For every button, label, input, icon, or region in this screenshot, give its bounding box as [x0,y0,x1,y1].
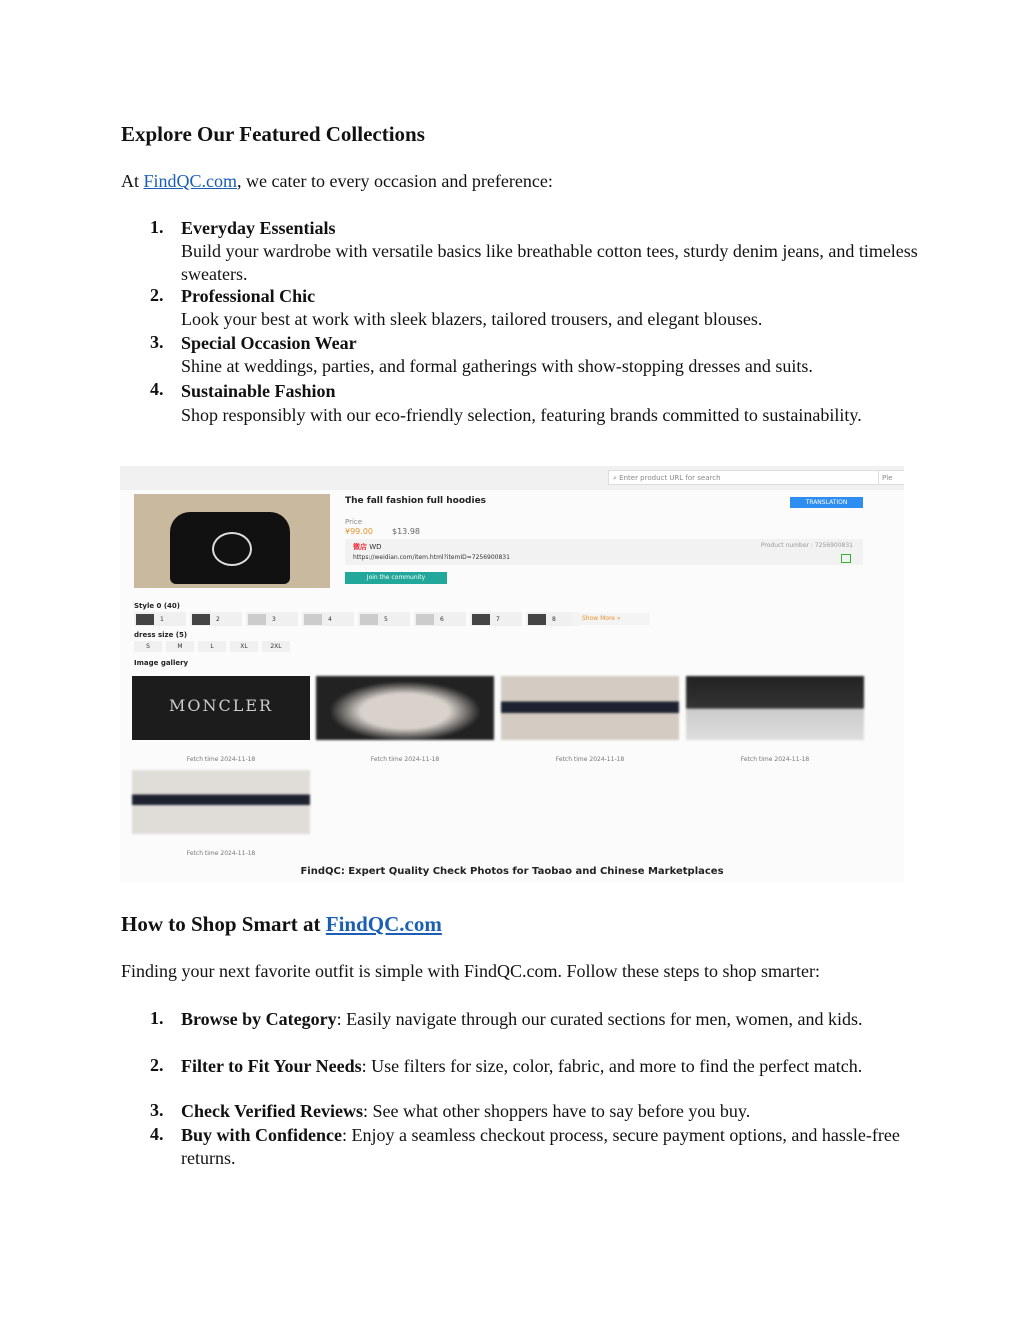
item-text: : Enjoy a seamless checkout process, secure payment options, and hassle-free returns. [181,1125,900,1168]
gallery-image [132,770,310,834]
list-number: 3. [150,1100,164,1120]
item-text: : Use filters for size, color, fabric, and more to find the perfect match. [361,1056,863,1076]
list-number: 1. [150,217,164,237]
fetch-time: Fetch time 2024-11-18 [186,850,256,857]
image-gallery-label: Image gallery [134,659,189,667]
item-text: Shine at weddings, parties, and formal gatherings with show-stopping dresses and suits. [181,356,813,376]
product-title: The fall fashion full hoodies [345,496,487,506]
gallery-item[interactable] [132,676,310,764]
brand-logo-text: MONCLER [168,696,274,715]
search-extra: Ple [878,470,904,485]
style-option[interactable]: 3 [246,612,298,626]
section-heading-shop-smart [121,912,442,937]
list-item [181,217,921,286]
item-title: Special Occasion Wear [181,333,357,353]
fetch-time: Fetch time 2024-11-18 [186,756,256,763]
item-title: Buy with Confidence [181,1125,343,1145]
list-item [181,285,921,331]
gallery-image [501,676,679,740]
item-title: Filter to Fit Your Needs [181,1056,362,1076]
gallery-image [686,676,864,740]
style-option[interactable]: 6 [414,612,466,626]
translation-button[interactable]: TRANSLATION [790,497,863,508]
style-option[interactable]: 1 [134,612,186,626]
shop-url[interactable]: https://weidian.com/item.html?itemID=7256900831 [353,554,510,561]
list-number: 4. [150,379,164,399]
size-options [134,641,290,652]
intro-prefix: At [121,171,144,191]
findqc-link[interactable]: FindQC.com [143,171,238,191]
list-item [181,1124,921,1170]
list-item [181,332,921,378]
item-title: Browse by Category [181,1009,337,1029]
item-text: Look your best at work with sleek blazers, tailored trousers, and elegant blouses. [181,309,763,329]
item-title: Everyday Essentials [181,218,336,238]
size-option[interactable]: M [166,641,194,652]
list-number: 1. [150,1008,164,1028]
shop-icon: 微店 [353,543,367,551]
size-label: dress size (5) [134,631,188,639]
price-cny: ¥99.00 [345,527,373,536]
copy-icon[interactable] [841,554,851,563]
product-url-search-input[interactable]: ⌕ Enter product URL for search [608,470,880,485]
gallery-item[interactable] [686,676,864,764]
shop-info-box [345,539,863,565]
style-label: Style 0 (40) [134,602,180,610]
product-number: Product number : 7256900831 [760,542,853,549]
gallery-image [132,676,310,740]
section-heading-collections: Explore Our Featured Collections [121,122,425,146]
gallery-image [316,676,494,740]
list-number: 4. [150,1124,164,1144]
heading-text: How to Shop Smart at [121,912,326,936]
list-item [181,1008,921,1031]
list-number: 3. [150,332,164,352]
item-text: Shop responsibly with our eco-friendly selection, featuring brands committed to sustainability. [181,405,862,425]
item-text: : See what other shoppers have to say before you buy. [362,1101,751,1121]
style-option[interactable]: 8 [526,612,578,626]
product-main-image [134,494,330,588]
product-screenshot [120,466,904,882]
style-option[interactable]: 7 [470,612,522,626]
item-text: : Easily navigate through our curated sections for men, women, and kids. [336,1009,863,1029]
style-options [134,612,578,626]
item-text: Build your wardrobe with versatile basics like breathable cotton tees, sturdy denim jeans, and timeless sweaters. [181,241,918,284]
fetch-time: Fetch time 2024-11-18 [740,756,810,763]
shop-name-text: WD [369,543,382,551]
shop-smart-intro: Finding your next favorite outfit is simple with FindQC.com. Follow these steps to shop smarter: [121,961,820,981]
search-placeholder: Enter product URL for search [619,474,721,482]
screenshot-caption: FindQC: Expert Quality Check Photos for Taobao and Chinese Marketplaces [300,866,724,877]
list-item [181,1055,921,1078]
item-title: Check Verified Reviews [181,1101,363,1121]
intro-suffix: , we cater to every occasion and preference: [237,171,553,191]
fetch-time: Fetch time 2024-11-18 [370,756,440,763]
style-option[interactable]: 5 [358,612,410,626]
style-option[interactable]: 2 [190,612,242,626]
size-option[interactable]: 2XL [262,641,290,652]
price-label: Price [345,518,363,526]
findqc-heading-link[interactable]: FindQC.com [325,912,442,936]
join-community-button[interactable]: Join the community [345,572,447,584]
list-number: 2. [150,1055,164,1075]
shop-name [353,542,382,552]
collections-intro [121,170,553,193]
logo-badge-icon [212,532,252,566]
item-title: Sustainable Fashion [181,381,336,401]
list-number: 2. [150,285,164,305]
show-more-button[interactable]: Show More » [572,613,650,625]
item-title: Professional Chic [181,286,316,306]
size-option[interactable]: S [134,641,162,652]
size-option[interactable]: XL [230,641,258,652]
size-option[interactable]: L [198,641,226,652]
price-usd: $13.98 [392,527,420,536]
fetch-time: Fetch time 2024-11-18 [555,756,625,763]
style-option[interactable]: 4 [302,612,354,626]
gallery-item[interactable] [132,770,310,858]
gallery-item[interactable] [501,676,679,764]
list-item [181,1100,921,1123]
gallery-item[interactable] [316,676,494,764]
list-item [181,379,921,427]
